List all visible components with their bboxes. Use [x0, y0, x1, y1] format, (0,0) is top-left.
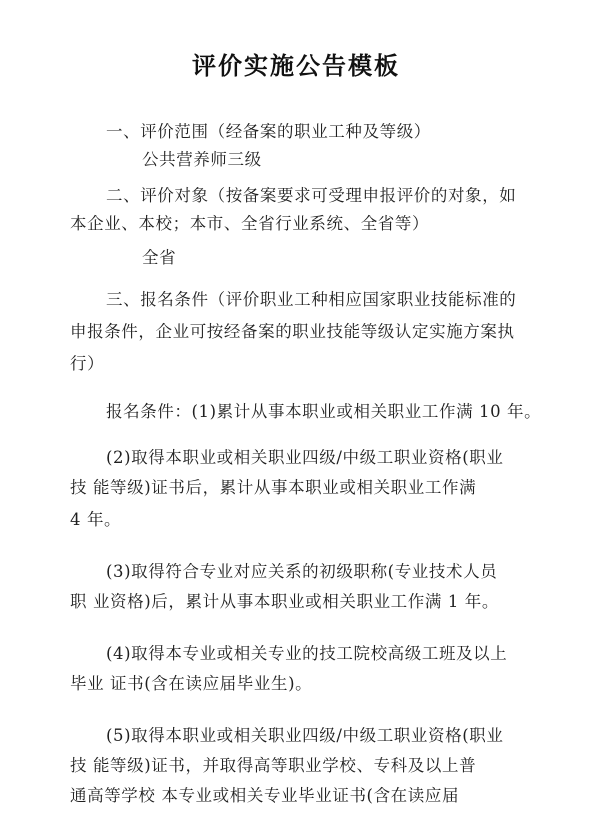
condition-3-line-1: (3)取得符合专业对应关系的初级职称(专业技术人员: [106, 562, 498, 581]
section-3-heading-cont-2: 行）: [70, 354, 105, 373]
section-2-heading: 二、评价对象（按备案要求可受理申报评价的对象，如: [106, 186, 517, 205]
condition-3-line-2: 职 业资格)后，累计从事本职业或相关职业工作满 1 年。: [70, 592, 499, 611]
condition-4-line-2: 毕业 证书(含在读应届毕业生)。: [70, 674, 313, 693]
section-1-content: 公共营养师三级: [142, 150, 262, 169]
condition-4-line-1: (4)取得本专业或相关专业的技工院校高级工班及以上: [106, 644, 508, 663]
condition-2-line-3: 4 年。: [70, 510, 122, 529]
condition-1: 报名条件：(1)累计从事本职业或相关职业工作满 10 年。: [106, 402, 542, 421]
condition-5-line-2: 技 能等级)证书，并取得高等职业学校、专科及以上普: [70, 756, 477, 775]
section-3-heading: 三、报名条件（评价职业工种相应国家职业技能标准的: [106, 290, 517, 309]
condition-2-line-1: (2)取得本职业或相关职业四级/中级工职业资格(职业: [106, 448, 504, 467]
condition-5-line-1: (5)取得本职业或相关职业四级/中级工职业资格(职业: [106, 726, 504, 745]
document-title: 评价实施公告模板: [192, 52, 400, 80]
section-1-heading: 一、评价范围（经备案的职业工种及等级）: [106, 122, 431, 141]
section-2-content: 全省: [142, 248, 177, 267]
section-2-heading-cont: 本企业、本校；本市、全省行业系统、全省等）: [70, 214, 430, 233]
section-3-heading-cont-1: 申报条件，企业可按经备案的职业技能等级认定实施方案执: [70, 322, 515, 341]
condition-2-line-2: 技 能等级)证书后，累计从事本职业或相关职业工作满: [70, 478, 477, 497]
condition-5-line-3: 通高等学校 本专业或相关专业毕业证书(含在读应届: [70, 786, 460, 805]
